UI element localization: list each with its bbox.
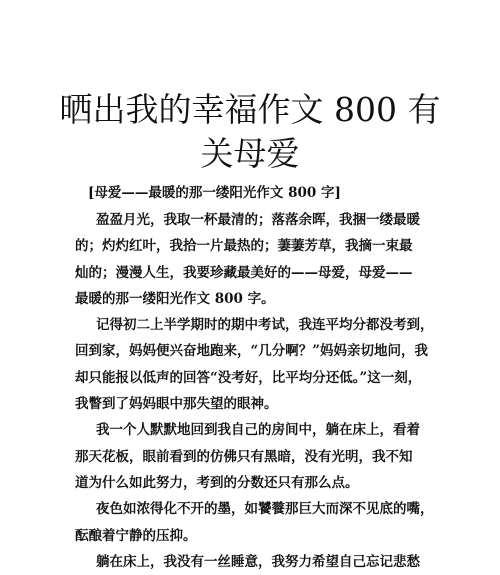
body-line: 我一个人默默地回到我自己的房间中，躺在床上，看着 xyxy=(96,422,420,439)
body-line: 酝酿着宁静的压抑。 xyxy=(75,527,197,544)
body-line: 我瞥到了妈妈眼中那失望的眼神。 xyxy=(75,396,278,413)
body-line: 回到家，妈妈便兴奋地跑来，“几分啊？”妈妈亲切地问，我 xyxy=(75,343,429,360)
body-line: 躺在床上，我没有一丝睡意，我努力希望自己忘记悲愁 xyxy=(96,553,420,570)
title-line-1: 晒出我的幸福作文 800 有 xyxy=(59,90,441,129)
body-line: 盈盈月光，我取一杯最清的；落落余晖，我捆一缕最暖 xyxy=(96,212,420,228)
document-title xyxy=(0,88,500,176)
body-line: 灿的；漫漫人生，我要珍藏最美好的——母爱，母爱—— xyxy=(75,264,413,281)
body-line: 那天花板，眼前看到的仿佛只有黑暗，没有光明，我不知 xyxy=(75,448,413,465)
body-line: 夜色如浓得化不开的墨，如饕餮那巨大而深不见底的嘴， xyxy=(96,501,434,518)
document-body xyxy=(75,207,434,575)
body-line: 最暖的那一缕阳光作文 800 字。 xyxy=(75,290,275,307)
title-line-2: 关母爱 xyxy=(200,134,300,173)
body-line: 记得初二上半学期时的期中考试，我连平均分都没考到， xyxy=(96,317,434,334)
body-line: 的；灼灼红叶，我拾一片最热的；萋萋芳草，我摘一束最 xyxy=(75,238,413,255)
body-line: 却只能报以低声的回答“没考好，比平均分还低。”这一刻， xyxy=(75,369,422,386)
body-line: 道为什么如此努力，考到的分数还只有那么点。 xyxy=(75,474,359,491)
document-subtitle: [母爱——最暖的那一缕阳光作文 800 字] xyxy=(88,185,341,201)
